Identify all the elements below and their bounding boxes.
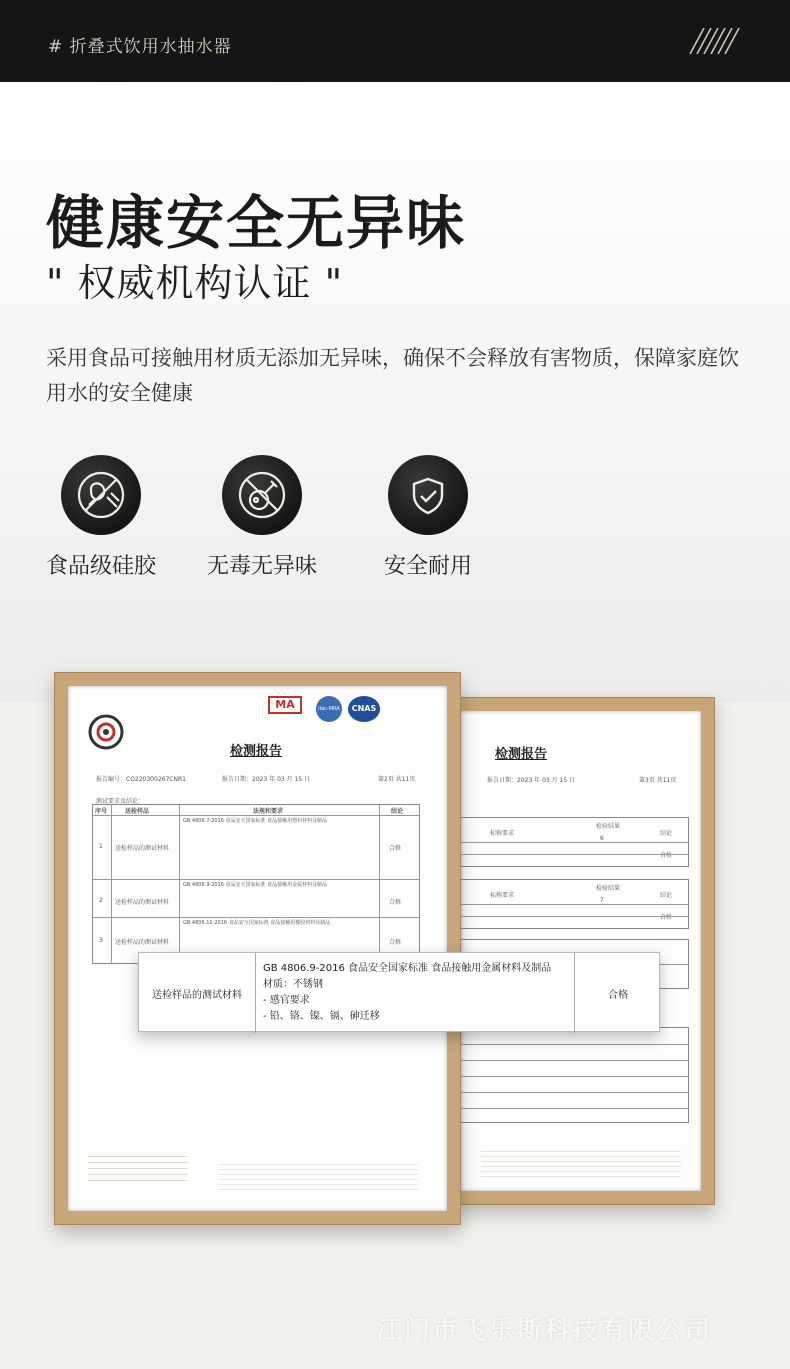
row-sample: 送检样品的测试材料 (115, 845, 170, 852)
zoom-sample: 送检样品的测试材料 (139, 953, 256, 1033)
col-header: 结论 (391, 808, 404, 815)
report-number: 报告编号：CO220300267CNR1 (96, 776, 186, 783)
row-result: 合格 (389, 939, 402, 946)
col-header: 标称要求 (490, 892, 515, 899)
col-header: 序号 (95, 808, 108, 815)
col-header: 法规和要求 (253, 808, 284, 815)
report-frame-left (54, 672, 461, 1225)
non-toxic-icon (222, 455, 302, 535)
report-title: 检测报告 (230, 744, 283, 759)
conclusion: 合格 (660, 852, 673, 859)
page-subtitle: " 权威机构认证 " (46, 261, 344, 305)
stripes-icon (688, 28, 742, 54)
row-result: 合格 (389, 845, 402, 852)
row-requirement: GB 4806.9-2016 食品安全国家标准 食品接触用金属材料及制品 (183, 882, 328, 888)
certification-seal-icon (88, 714, 124, 750)
food-grade-icon (61, 455, 141, 535)
result-table-2 (461, 879, 689, 929)
category-tag: # 折叠式饮用水抽水器 (48, 37, 232, 57)
feature-food-grade (31, 455, 171, 580)
conclusion: 合格 (660, 914, 673, 921)
col-header: 检验结果 (596, 823, 621, 830)
zoom-item: - 感官要求 (263, 995, 310, 1006)
company-watermark: 江门市飞乐斯科技有限公司 (376, 1316, 713, 1346)
report-document-left (68, 686, 447, 1211)
feature-safe-durable (358, 455, 498, 580)
report-page: 第2页 共11页 (378, 776, 416, 783)
col-header: 检验结果 (596, 885, 621, 892)
feature-label: 安全耐用 (383, 554, 472, 579)
row-result: 合格 (389, 899, 402, 906)
row-requirement: GB 4806.11-2016 食品安全国家标准 食品接触用橡胶材料及制品 (183, 920, 331, 926)
cnas-logo: CNAS (348, 696, 380, 722)
row-number: 1 (99, 843, 103, 850)
report-date: 报告日期：2023 年 03 月 15 日 (222, 776, 311, 783)
zoom-requirements (257, 953, 575, 1033)
section-title: 测试要求及结论： (96, 798, 145, 805)
report-title: 检测报告 (495, 747, 548, 762)
footer-text-block (481, 1151, 681, 1181)
page-title: 健康安全无异味 (46, 189, 467, 257)
row-sample: 送检样品的测试材料 (115, 939, 170, 946)
col-header: 结论 (660, 830, 673, 837)
feature-label: 食品级硅胶 (45, 554, 156, 579)
requirement-table (92, 804, 420, 964)
row-sample: 送检样品的测试材料 (115, 899, 170, 906)
ma-logo: MA (268, 696, 302, 714)
result-value: 7 (600, 897, 604, 904)
zoom-material: 材质：不锈钢 (263, 979, 323, 990)
feature-label: 无毒无异味 (206, 554, 317, 579)
top-bar (0, 0, 790, 82)
zoomed-excerpt (138, 952, 660, 1032)
feature-non-toxic (192, 455, 332, 580)
col-header: 结论 (660, 892, 673, 899)
row-number: 3 (99, 937, 103, 944)
ilac-logo: ilac-MRA (316, 696, 342, 722)
footer-text-block (218, 1164, 418, 1192)
col-header: 送检样品 (125, 808, 150, 815)
shield-check-icon (388, 455, 468, 535)
zoom-result: 合格 (608, 989, 628, 1001)
row-number: 2 (99, 897, 103, 904)
report-page: 第3页 共11页 (639, 777, 677, 784)
description: 采用食品可接触用材质无添加无异味，确保不会释放有害物质，保障家庭饮用水的安全健康 (46, 346, 739, 405)
footer-text-block (88, 1156, 188, 1186)
report-date: 报告日期：2023 年 03 月 15 日 (487, 777, 576, 784)
row-requirement: GB 4806.7-2016 食品安全国家标准 食品接触用塑料材料及制品 (183, 818, 328, 824)
report-frame-right (447, 697, 715, 1205)
result-table-4 (461, 1027, 689, 1123)
report-document-right (461, 711, 701, 1191)
result-value: 6 (600, 835, 604, 842)
result-table-1 (461, 817, 689, 867)
zoom-item: - 铅、铬、镍、镉、砷迁移 (263, 1011, 380, 1022)
zoom-standard: GB 4806.9-2016 食品安全国家标准 食品接触用金属材料及制品 (263, 963, 552, 974)
col-header: 标称要求 (490, 830, 515, 837)
